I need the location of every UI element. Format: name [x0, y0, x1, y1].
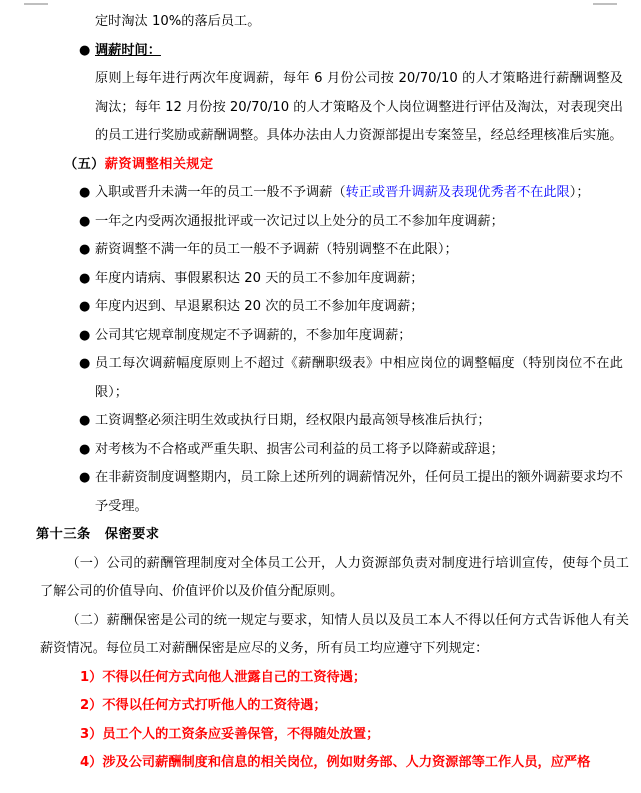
bullet-item-text: 公司其它规章制度规定不予调薪的，不参加年度调薪； — [95, 327, 412, 343]
bullet-item-text-part-3: ）； — [569, 185, 590, 200]
bullet-icon: ● — [79, 213, 91, 229]
bullet-item-text: 工资调整必须注明生效或执行日期，经权限内最高领导核准后执行； — [95, 413, 491, 428]
margin-crop-mark-left — [24, 3, 48, 5]
numbered-rule-2 — [0, 692, 641, 721]
article-title: 保密要求 — [104, 527, 160, 542]
bullet-item-text: 薪资调整不满一年的员工一般不予调薪（特别调整不在此限）； — [95, 242, 458, 257]
bullet-icon: ● — [79, 413, 91, 428]
numbered-rule-text: 员工个人的工资条应妥善保管，不得随处放置； — [102, 726, 380, 742]
bullet-item-text: 在非薪资制度调整期内，员工除上述所列的调薪情况外，任何员工提出的额外调薪要求均不予受理。 — [95, 470, 623, 514]
numbered-rule-label: 3） — [80, 726, 103, 742]
numbered-rule-4 — [0, 749, 641, 778]
bullet-item-rule-9 — [0, 436, 641, 465]
section-heading-five — [0, 151, 641, 180]
bullet-item-rule-4 — [0, 265, 641, 294]
paragraph-salary-adjust-time-detail: 原则上每年进行两次年度调薪，每年 6 月份公司按 20/70/10 的人才策略进行薪酬调整及淘汰；每年 12 月份按 20/70/10 的人才策略及个人岗位调整进行评估及淘汰，对表现突出的员工进行奖励或薪酬调整。具体办法由人力资源部提出专案签呈，经总经理核准后实施。 — [95, 71, 623, 143]
bullet-item-text-part-1: 入职或晋升未满一年的员工一般不予调薪（ — [95, 185, 346, 200]
numbered-rule-1 — [0, 664, 641, 693]
bullet-item-rule-10 — [0, 464, 641, 521]
bullet-item-rule-6 — [0, 322, 641, 351]
paragraph-clause-one: （一）公司的薪酬管理制度对全体员工公开，人力资源部负责对制度进行培训宣传，使每个员工了解公司的价值导向、价值评价以及价值分配原则。 — [40, 555, 629, 599]
section-heading-title: 薪资调整相关规定 — [104, 156, 214, 172]
bullet-item-label: 调薪时间： — [95, 42, 161, 58]
document-content — [0, 8, 641, 778]
margin-crop-mark-right — [593, 3, 617, 5]
numbered-rule-label: 1） — [80, 669, 103, 685]
section-heading-prefix: （五） — [64, 156, 105, 172]
bullet-icon: ● — [79, 441, 91, 457]
bullet-item-text: 一年之内受两次通报批评或一次记过以上处分的员工不参加年度调薪； — [95, 213, 504, 229]
paragraph-clause-two: （二）薪酬保密是公司的统一规定与要求，知情人员以及员工本人不得以任何方式告诉他人有关薪资情况。每位员工对薪酬保密是应尽的义务，所有员工均应遵守下列规定： — [40, 612, 629, 656]
numbered-rule-text: 不得以任何方式向他人泄露自己的工资待遇； — [102, 669, 367, 685]
bullet-icon: ● — [79, 299, 91, 314]
bullet-item-text: 年度内请病、事假累积达 20 天的员工不参加年度调薪； — [95, 270, 424, 286]
numbered-rule-text: 不得以任何方式打听他人的工资待遇； — [102, 698, 327, 713]
paragraph-continuation: 定时淘汰 10%的落后员工。 — [95, 14, 261, 29]
bullet-item-rule-7 — [0, 350, 641, 407]
numbered-rule-label: 4） — [80, 755, 103, 770]
bullet-item-rule-2 — [0, 208, 641, 237]
bullet-item-rule-1 — [0, 179, 641, 208]
bullet-item-rule-3 — [0, 236, 641, 265]
bullet-item-salary-adjust-time — [0, 37, 641, 66]
numbered-rule-label: 2） — [80, 698, 103, 713]
bullet-item-text: 员工每次调薪幅度原则上不超过《薪酬职级表》中相应岗位的调整幅度（特别岗位不在此限）； — [95, 356, 623, 400]
bullet-item-text: 对考核为不合格或严重失职、损害公司利益的员工将予以降薪或辞退； — [95, 441, 504, 457]
numbered-rule-3 — [0, 721, 641, 750]
bullet-icon: ● — [79, 185, 91, 200]
bullet-item-rule-5 — [0, 293, 641, 322]
article-heading-thirteen — [0, 521, 641, 550]
bullet-icon: ● — [79, 470, 91, 485]
numbered-rule-text: 涉及公司薪酬制度和信息的相关岗位，例如财务部、人力资源部等工作人员，应严格 — [102, 755, 591, 770]
bullet-icon: ● — [79, 327, 91, 343]
bullet-icon: ● — [79, 42, 91, 58]
bullet-item-text: 年度内迟到、早退累积达 20 次的员工不参加年度调薪； — [95, 299, 424, 314]
bullet-icon: ● — [79, 270, 91, 286]
bullet-item-rule-8 — [0, 407, 641, 436]
bullet-icon: ● — [79, 356, 91, 371]
bullet-icon: ● — [79, 242, 91, 257]
article-number: 第十三条 — [36, 527, 91, 542]
bullet-item-text-emphasis: 转正或晋升调薪及表现优秀者不在此限 — [345, 185, 570, 200]
